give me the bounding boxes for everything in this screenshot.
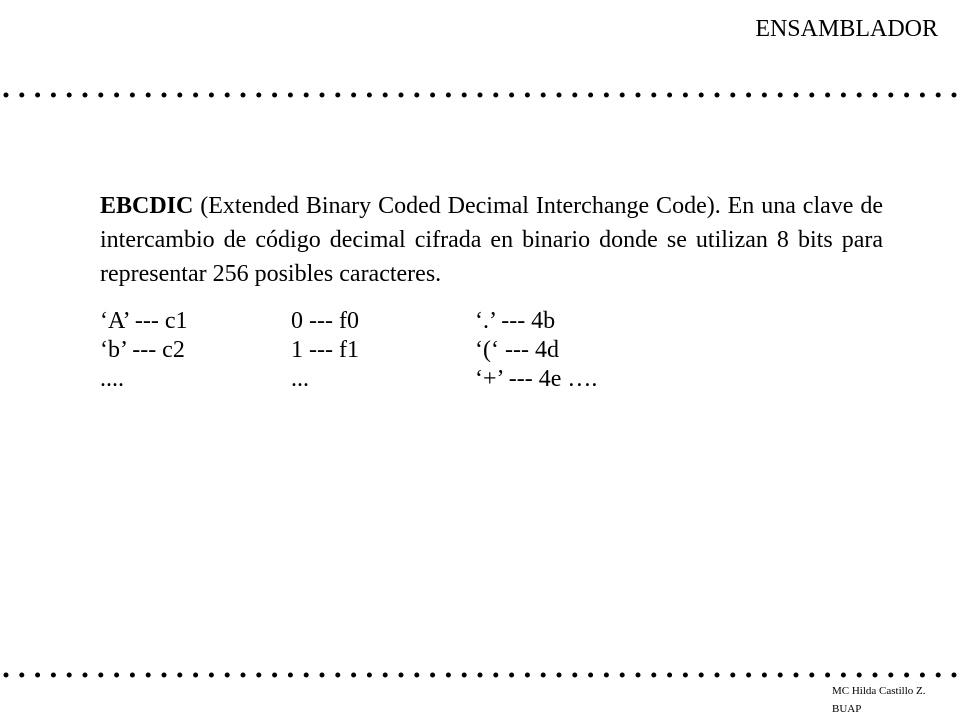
ebcdic-definition bbox=[100, 189, 883, 291]
example-symbol: ‘.’ --- 4b bbox=[475, 308, 556, 334]
example-ellipsis: .... bbox=[100, 366, 124, 392]
example-symbol: ‘+’ --- 4e …. bbox=[475, 366, 598, 392]
example-digit: 1 --- f1 bbox=[291, 337, 359, 363]
bottom-dotted-divider-graphic bbox=[0, 669, 960, 681]
example-symbol: ‘(‘ --- 4d bbox=[475, 337, 559, 363]
footer-author: MC Hilda Castillo Z. bbox=[832, 685, 926, 697]
slide-title: ENSAMBLADOR bbox=[755, 16, 938, 42]
definition-term: EBCDIC bbox=[100, 193, 194, 219]
definition-text: (Extended Binary Coded Decimal Interchange Code). En una clave de intercambio de código decimal cifrada en binario donde se utilizan 8 bits para representar 256 posibles caracteres. bbox=[100, 193, 883, 287]
bottom-dotted-divider bbox=[0, 669, 960, 681]
example-ellipsis: ... bbox=[291, 366, 309, 392]
slide-footer bbox=[832, 682, 926, 718]
example-letter: ‘b’ --- c2 bbox=[100, 337, 185, 363]
example-digit: 0 --- f0 bbox=[291, 308, 359, 334]
example-letter: ‘A’ --- c1 bbox=[100, 308, 188, 334]
footer-institution: BUAP bbox=[832, 703, 862, 715]
top-dotted-divider bbox=[0, 89, 960, 101]
top-dotted-divider-graphic bbox=[0, 89, 960, 101]
